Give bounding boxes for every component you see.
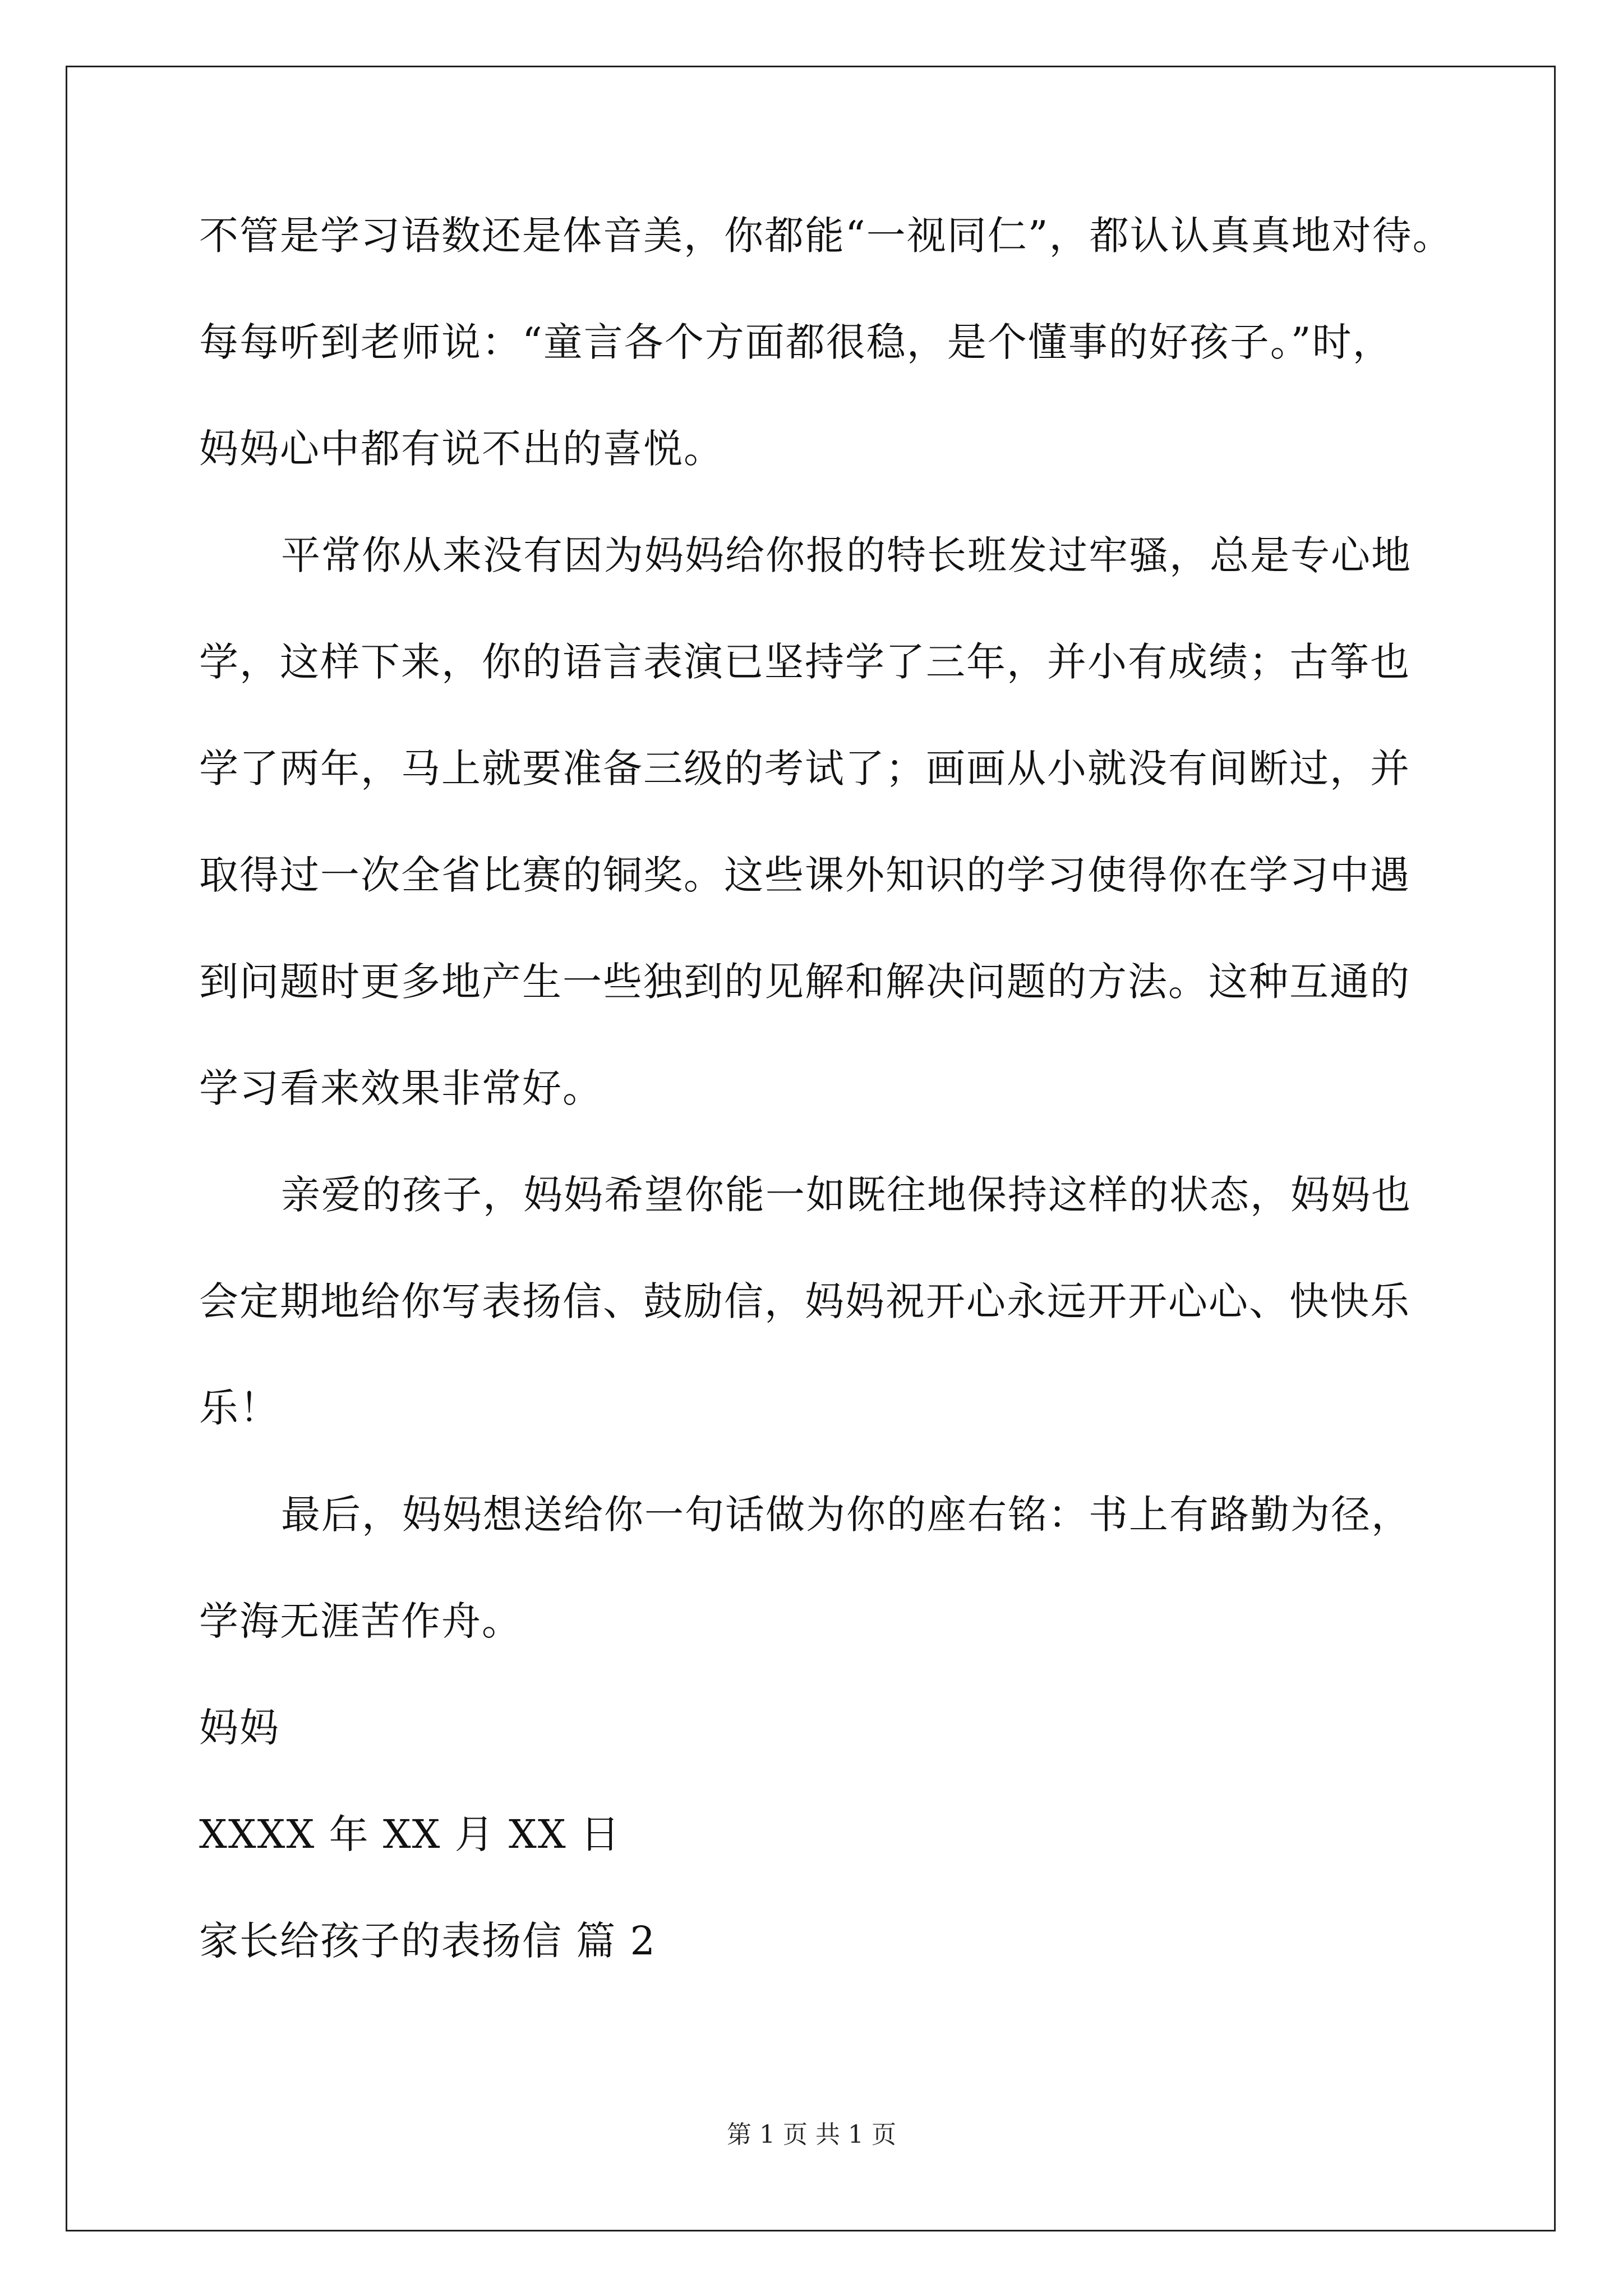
text-line: 每每听到老师说：“童言各个方面都很稳，是个懂事的好孩子。”时， (199, 319, 1393, 365)
page-footer: 第 1 页 共 1 页 (727, 2120, 896, 2149)
text-line: 妈妈心中都有说不出的喜悦。 (199, 426, 724, 472)
text-line: 平常你从来没有因为妈妈给你报的特长班发过牢骚，总是专心地 (281, 532, 1412, 578)
text-line: 学海无涯苦作舟。 (199, 1598, 522, 1644)
text-line: 学习看来效果非常好。 (199, 1065, 603, 1111)
signature: 妈妈 (199, 1705, 280, 1751)
text-line: 不管是学习语数还是体音美，你都能“一视同仁”，都认认真真地对待。 (199, 213, 1453, 259)
text-line: 亲爱的孩子，妈妈希望你能一如既往地保持这样的状态，妈妈也 (281, 1172, 1412, 1218)
text-line: 到问题时更多地产生一些独到的见解和解决问题的方法。这种互通的 (199, 959, 1410, 1005)
section-title: 家长给孩子的表扬信 篇 2 (199, 1918, 657, 1964)
text-line: 学了两年，马上就要准备三级的考试了；画画从小就没有间断过，并 (199, 746, 1410, 792)
text-line: 会定期地给你写表扬信、鼓励信，妈妈祝开心永远开开心心、快快乐 (199, 1278, 1410, 1324)
date-line: XXXX 年 XX 月 XX 日 (199, 1811, 621, 1857)
text-line: 取得过一次全省比赛的铜奖。这些课外知识的学习使得你在学习中遇 (199, 852, 1410, 898)
text-line: 最后，妈妈想送给你一句话做为你的座右铭：书上有路勤为径， (281, 1492, 1412, 1538)
text-line: 学，这样下来，你的语言表演已坚持学了三年，并小有成绩；古筝也 (199, 639, 1410, 685)
text-line: 乐！ (199, 1385, 280, 1431)
page-border (66, 66, 1556, 2231)
